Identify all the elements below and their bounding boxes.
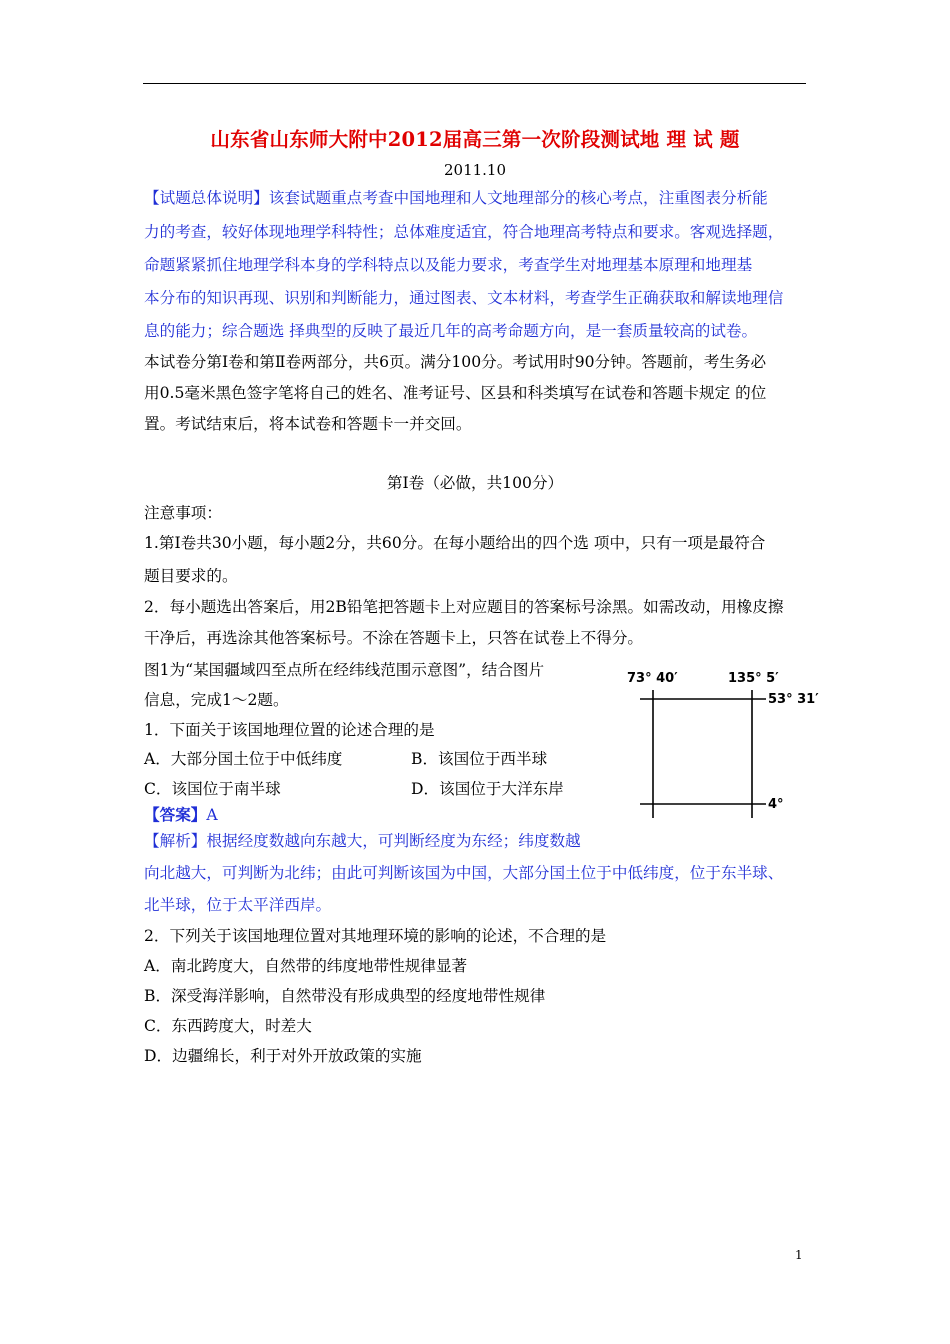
- intro-line: 力的考查，较好体现地理学科特性；总体难度适宜，符合地理高考特点和要求。客观选择题，: [144, 223, 784, 241]
- intro-line: 【试题总体说明】该套试题重点考查中国地理和人文地理部分的核心考点，注重图表分析能: [144, 189, 768, 207]
- q1-option-c: C．该国位于南半球: [144, 780, 281, 798]
- answer-value: A: [206, 806, 218, 824]
- answer-label: 【答案】: [144, 805, 207, 824]
- note-line: 1.第Ⅰ卷共30小题，每小题2分，共60分。在每小题给出的四个选 项中，只有一项是最符合: [144, 534, 766, 552]
- q1-option-a: A．大部分国土位于中低纬度: [144, 750, 343, 768]
- exam-instruction-line: 本试卷分第Ⅰ卷和第Ⅱ卷两部分，共6页。满分100分。考试用时90分钟。答题前，考生务必: [144, 353, 767, 371]
- figure-intro-line: 图1为“某国疆域四至点所在经纬线范围示意图”，结合图片: [144, 661, 545, 679]
- east-longitude-label: 135° 5′: [728, 671, 779, 686]
- q1-analysis-line: 北半球，位于太平洋西岸。: [144, 896, 332, 914]
- q2-option: C．东西跨度大，时差大: [144, 1017, 312, 1035]
- exam-instruction-line: 用0.5毫米黑色签字笔将自己的姓名、准考证号、区县和科类填写在试卷和答题卡规定 的位: [144, 384, 767, 402]
- section-title: 第Ⅰ卷（必做，共100分）: [386, 474, 564, 492]
- note-line: 题目要求的。: [144, 567, 238, 585]
- intro-line: 息的能力；综合题选 择典型的反映了最近几年的高考命题方向，是一套质量较高的试卷。: [144, 322, 758, 340]
- q1-option-d: D．该国位于大洋东岸: [411, 780, 564, 798]
- intro-line: 命题紧紧抓住地理学科本身的学科特点以及能力要求，考查学生对地理基本原理和地理基: [144, 256, 753, 274]
- question-1-stem: 1．下面关于该国地理位置的论述合理的是: [144, 721, 435, 739]
- exam-instruction-line: 置。考试结束后，将本试卷和答题卡一并交回。: [144, 415, 472, 433]
- lat-lon-range-figure: [620, 664, 840, 824]
- note-line: 2．每小题选出答案后，用2B铅笔把答题卡上对应题目的答案标号涂黑。如需改动，用橡皮擦: [144, 598, 784, 616]
- notes-heading: 注意事项：: [144, 504, 222, 522]
- page-number: 1: [795, 1248, 803, 1262]
- header-rule: [143, 83, 806, 84]
- north-latitude-label: 53° 31′: [768, 692, 819, 707]
- intro-line: 本分布的知识再现、识别和判断能力，通过图表、文本材料，考查学生正确获取和解读地理信: [144, 289, 784, 307]
- exam-title: 山东省山东师大附中2012届高三第一次阶段测试地 理 试 题: [210, 128, 740, 151]
- q1-analysis-line: 向北越大，可判断为北纬；由此可判断该国为中国，大部分国土位于中低纬度，位于东半球、: [144, 864, 784, 882]
- figure-intro-line: 信息，完成1～2题。: [144, 691, 289, 709]
- q2-option: A．南北跨度大，自然带的纬度地带性规律显著: [144, 957, 468, 975]
- q2-option: D．边疆绵长，利于对外开放政策的实施: [144, 1047, 422, 1065]
- q1-analysis-line: 【解析】根据经度数越向东越大，可判断经度为东经；纬度数越: [144, 832, 581, 850]
- south-latitude-label: 4°: [768, 797, 784, 812]
- q1-answer: [144, 805, 218, 825]
- note-line: 干净后，再选涂其他答案标号。不涂在答题卡上，只答在试卷上不得分。: [144, 629, 644, 647]
- exam-date: 2011.10: [443, 161, 507, 179]
- west-longitude-label: 73° 40′: [627, 671, 678, 686]
- q1-option-b: B．该国位于西半球: [411, 750, 548, 768]
- q2-option: B．深受海洋影响，自然带没有形成典型的经度地带性规律: [144, 987, 546, 1005]
- question-2-stem: 2．下列关于该国地理位置对其地理环境的影响的论述，不合理的是: [144, 927, 607, 945]
